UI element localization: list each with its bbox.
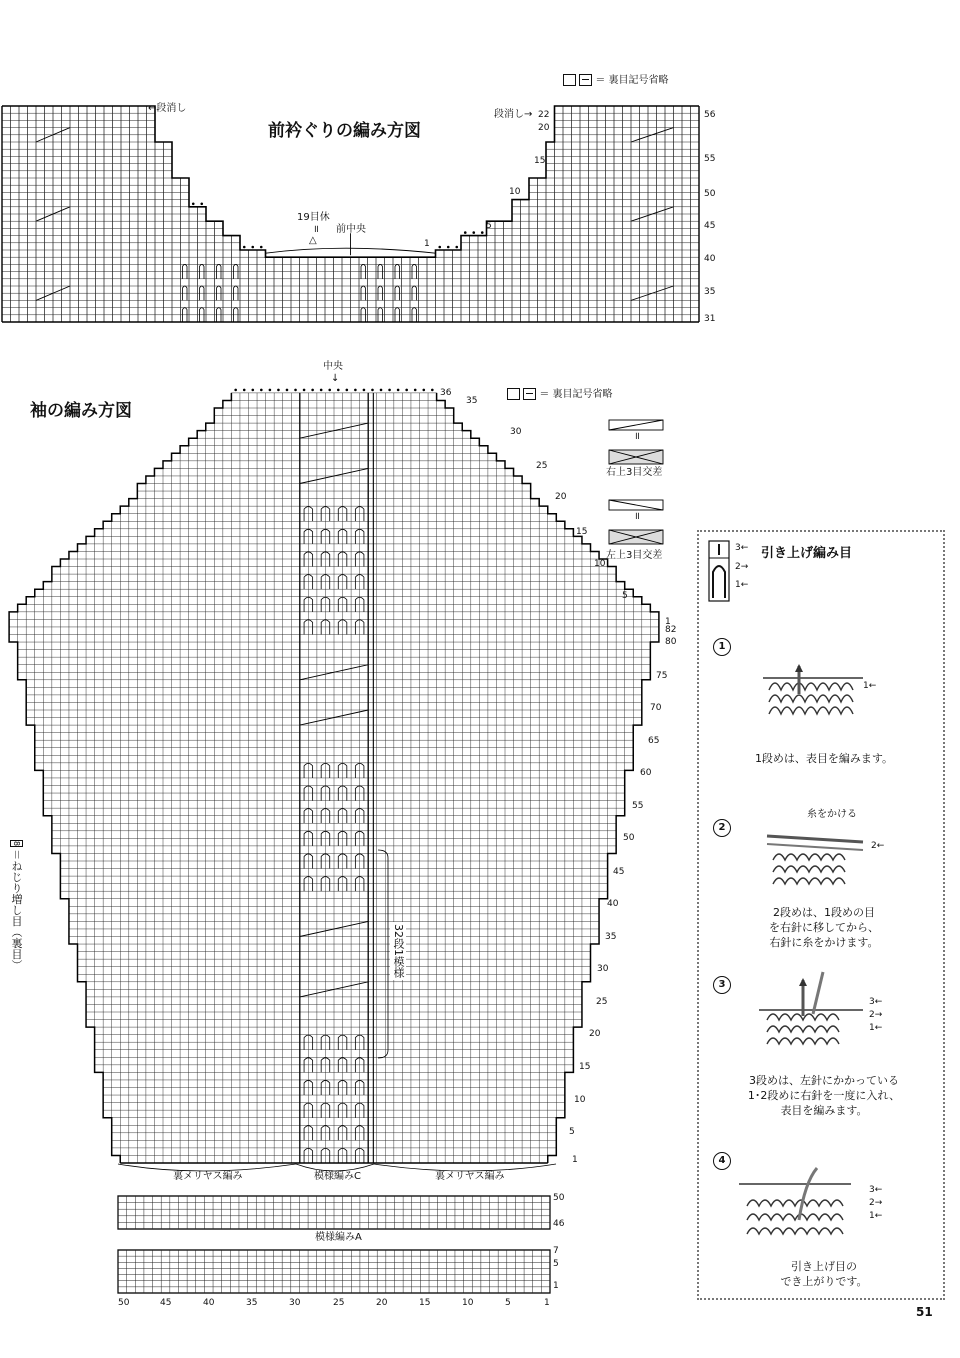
neck-inner-row-number: 15 xyxy=(534,156,546,166)
neck-inner-row-number: 5 xyxy=(486,221,492,231)
neck-inner-row-number: 10 xyxy=(509,187,521,197)
neck-row-number: 35 xyxy=(704,287,716,297)
neck-chart-title: 前衿ぐりの編み方図 xyxy=(268,121,421,141)
rest-triangle-icon: △ xyxy=(309,235,317,246)
center-front-label: 前中央 xyxy=(336,224,366,235)
neck-row-number: 31 xyxy=(704,314,716,324)
center-arrow-icon: ↓ xyxy=(331,373,340,384)
left-bind-off-label: ←段消し xyxy=(148,103,187,114)
sleeve-center-label: 中央 xyxy=(323,361,343,372)
rest-equals: ॥ xyxy=(313,224,319,235)
sleeve-grid-lines xyxy=(9,393,659,1163)
legend-sleeve: ＝ 裏目記号省略 xyxy=(507,388,613,400)
rest-stitches-label: 19目休 xyxy=(297,212,330,223)
neck-row-number: 40 xyxy=(704,254,716,264)
neck-row-number: 56 xyxy=(704,110,716,120)
right-bind-off-label: 段消し→ xyxy=(494,109,533,120)
neck-inner-row-number: 22 xyxy=(538,110,550,120)
neck-row-number: 55 xyxy=(704,154,716,164)
sleeve-chart-title: 袖の編み方図 xyxy=(30,401,132,421)
neck-inner-row-number: 1 xyxy=(424,239,430,249)
neck-row-number: 45 xyxy=(704,221,716,231)
legend-top: ＝ 裏目記号省略 xyxy=(563,74,669,86)
neck-row-number: 50 xyxy=(704,189,716,199)
neck-inner-row-number: 20 xyxy=(538,123,550,133)
